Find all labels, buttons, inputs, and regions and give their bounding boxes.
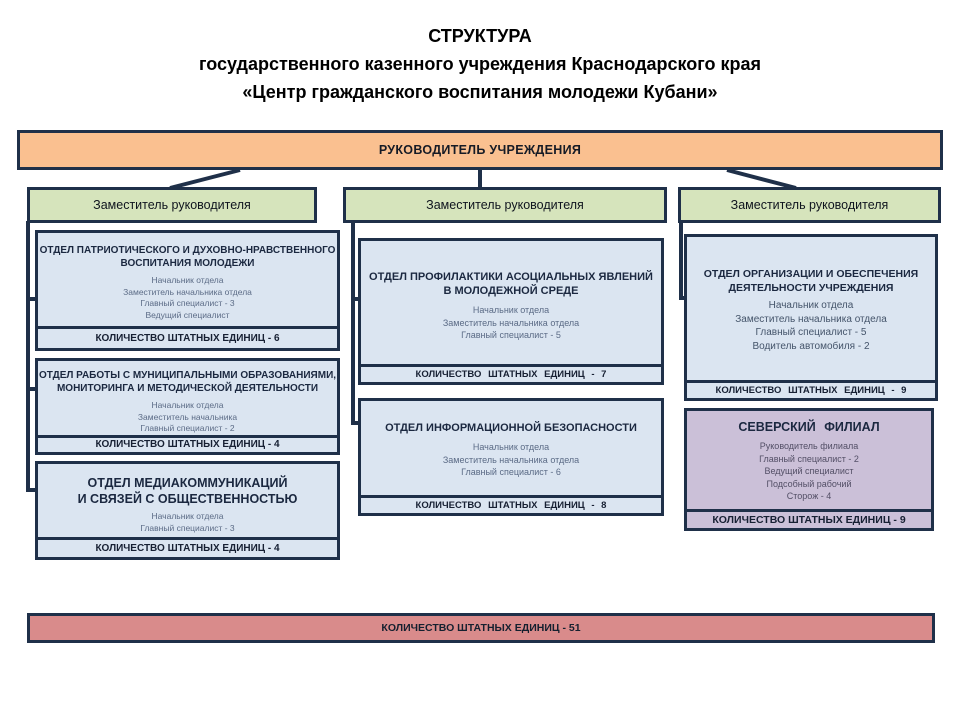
dept-title-line2: МОНИТОРИНГА И МЕТОДИЧЕСКОЙ ДЕЯТЕЛЬНОСТИ bbox=[56, 383, 319, 394]
dept-box-asocial-prevention bbox=[358, 238, 664, 385]
staff-count-label: КОЛИЧЕСТВО ШТАТНЫХ ЕДИНИЦ - 6 bbox=[95, 333, 280, 344]
deputy-box-middle bbox=[343, 187, 667, 223]
role-line: Начальник отдела bbox=[151, 275, 224, 285]
staff-count-band bbox=[687, 509, 931, 528]
dept-box-information-security bbox=[358, 398, 664, 516]
role-line: Заместитель начальника отдела bbox=[442, 454, 580, 465]
dept-roles bbox=[38, 275, 337, 321]
role-line: Главный специалист - 3 bbox=[140, 522, 235, 533]
dept-box-media-communications bbox=[35, 461, 340, 560]
deputy-box-right bbox=[678, 187, 941, 223]
role-line: Заместитель начальника отдела bbox=[735, 313, 887, 325]
staff-count-band bbox=[38, 537, 337, 557]
role-line: Ведущий специалист bbox=[145, 309, 230, 320]
dept-title-line2: ВОСПИТАНИЯ МОЛОДЕЖИ bbox=[120, 258, 255, 269]
staff-count-label: КОЛИЧЕСТВО ШТАТНЫХ ЕДИНИЦ - 9 bbox=[715, 385, 907, 396]
staff-count-label: КОЛИЧЕСТВО ШТАТНЫХ ЕДИНИЦ - 7 bbox=[415, 369, 607, 380]
staff-count-label: КОЛИЧЕСТВО ШТАТНЫХ ЕДИНИЦ - 4 bbox=[95, 543, 280, 554]
dept-body bbox=[38, 233, 337, 326]
role-line: Заместитель начальника отдела bbox=[123, 286, 252, 297]
staff-count-label: КОЛИЧЕСТВО ШТАТНЫХ ЕДИНИЦ - 4 bbox=[95, 439, 280, 451]
role-line: Водитель автомобиля - 2 bbox=[752, 340, 870, 352]
role-line: Главный специалист - 2 bbox=[759, 453, 859, 464]
director-box bbox=[17, 130, 943, 170]
dept-title bbox=[38, 244, 337, 270]
dept-body bbox=[38, 361, 337, 435]
dept-title-line2: ДЕЯТЕЛЬНОСТИ УЧРЕЖДЕНИЯ bbox=[728, 281, 894, 294]
branch-title-line1: СЕВЕРСКИЙ ФИЛИАЛ bbox=[738, 420, 880, 434]
deputy-box-left bbox=[27, 187, 317, 223]
role-line: Главный специалист - 5 bbox=[461, 330, 561, 340]
connector-root-right-diagonal bbox=[727, 170, 796, 188]
dept-title bbox=[38, 369, 337, 395]
role-line: Главный специалист - 2 bbox=[140, 423, 235, 433]
staff-count-band bbox=[361, 495, 661, 513]
dept-title-line1: ОТДЕЛ ИНФОРМАЦИОННОЙ БЕЗОПАСНОСТИ bbox=[385, 422, 637, 434]
page-title-line2: государственного казенного учреждения Краснодарского края bbox=[198, 54, 762, 74]
director-label: РУКОВОДИТЕЛЬ УЧРЕЖДЕНИЯ bbox=[378, 143, 582, 157]
page-title-line1: СТРУКТУРА bbox=[428, 26, 532, 46]
role-line: Руководитель филиала bbox=[759, 441, 859, 451]
total-staff-bar bbox=[27, 613, 935, 643]
dept-title-line2: В МОЛОДЕЖНОЙ СРЕДЕ bbox=[443, 285, 579, 297]
dept-roles bbox=[361, 441, 661, 479]
branch-roles bbox=[687, 440, 931, 503]
staff-count-label: КОЛИЧЕСТВО ШТАТНЫХ ЕДИНИЦ - 9 bbox=[712, 514, 906, 526]
staff-count-band bbox=[361, 364, 661, 382]
dept-roles bbox=[38, 511, 337, 534]
role-line: Сторож - 4 bbox=[786, 491, 832, 501]
dept-title-line1: ОТДЕЛ МЕДИАКОММУНИКАЦИЙ bbox=[87, 476, 288, 490]
dept-title bbox=[687, 268, 935, 295]
dept-box-municipal-work bbox=[35, 358, 340, 455]
connector-root-left-diagonal bbox=[170, 170, 240, 188]
deputy-left-label: Заместитель руководителя bbox=[93, 198, 251, 212]
role-line: Главный специалист - 3 bbox=[140, 298, 235, 308]
role-line: Подсобный рабочий bbox=[766, 478, 852, 489]
total-staff-label: КОЛИЧЕСТВО ШТАТНЫХ ЕДИНИЦ - 51 bbox=[381, 622, 581, 634]
dept-body bbox=[361, 241, 661, 364]
dept-box-patriotic-education bbox=[35, 230, 340, 351]
dept-title bbox=[361, 270, 661, 298]
staff-count-band bbox=[38, 435, 337, 453]
page-title bbox=[0, 22, 960, 106]
role-line: Начальник отдела bbox=[151, 400, 224, 410]
dept-title-line1: ОТДЕЛ ОРГАНИЗАЦИИ И ОБЕСПЕЧЕНИЯ bbox=[703, 268, 919, 280]
dept-body bbox=[38, 464, 337, 537]
deputy-right-label: Заместитель руководителя bbox=[730, 198, 889, 212]
role-line: Ведущий специалист bbox=[764, 466, 854, 476]
role-line: Начальник отдела bbox=[768, 300, 854, 311]
page-title-line3: «Центр гражданского воспитания молодежи Кубани» bbox=[242, 82, 718, 102]
dept-title bbox=[361, 421, 661, 435]
role-line: Главный специалист - 6 bbox=[461, 467, 561, 477]
dept-roles bbox=[38, 400, 337, 435]
staff-count-band bbox=[38, 326, 337, 348]
branch-box-seversky bbox=[684, 408, 934, 531]
dept-body bbox=[687, 411, 931, 509]
role-line: Начальник отдела bbox=[472, 442, 550, 452]
staff-count-band bbox=[687, 380, 935, 398]
dept-title-line2: И СВЯЗЕЙ С ОБЩЕСТВЕННОСТЬЮ bbox=[77, 491, 298, 506]
dept-title-line1: ОТДЕЛ ПАТРИОТИЧЕСКОГО И ДУХОВНО-НРАВСТВЕННОГО bbox=[39, 245, 336, 256]
dept-box-organization-support bbox=[684, 234, 938, 401]
dept-body bbox=[361, 401, 661, 495]
dept-title-line1: ОТДЕЛ РАБОТЫ С МУНИЦИПАЛЬНЫМИ ОБРАЗОВАНИЯМИ, bbox=[38, 370, 337, 381]
role-line: Начальник отдела bbox=[472, 305, 550, 315]
role-line: Главный специалист - 5 bbox=[755, 327, 867, 338]
dept-title-line1: ОТДЕЛ ПРОФИЛАКТИКИ АСОЦИАЛЬНЫХ ЯВЛЕНИЙ bbox=[369, 271, 653, 283]
dept-body bbox=[687, 237, 935, 380]
staff-count-label: КОЛИЧЕСТВО ШТАТНЫХ ЕДИНИЦ - 8 bbox=[415, 500, 607, 511]
deputy-middle-label: Заместитель руководителя bbox=[426, 198, 584, 212]
dept-title bbox=[38, 476, 337, 507]
branch-title bbox=[687, 420, 931, 435]
role-line: Заместитель начальника отдела bbox=[442, 317, 580, 328]
dept-roles bbox=[687, 299, 935, 353]
role-line: Начальник отдела bbox=[151, 511, 224, 521]
dept-roles bbox=[361, 304, 661, 342]
role-line: Заместитель начальника bbox=[137, 411, 238, 422]
